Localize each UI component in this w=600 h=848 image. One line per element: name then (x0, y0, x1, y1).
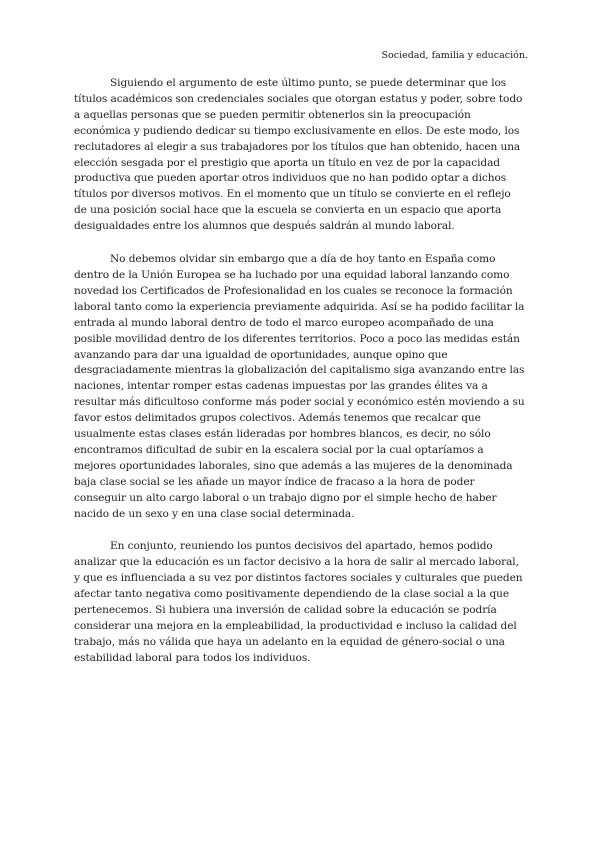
paragraph-labor-equity: No debemos olvidar sin embargo que a día de hoy tanto en España como dentro de la Unión Europea se ha luchado por una equidad laboral lanzando como novedad los Certificados de Profesionalidad en los cuales se reconoce la formación laboral tanto como la experiencia previamente adquirida. Así se ha podido facilitar la entrada al mundo laboral dentro de todo el marco europeo acompañado de una posible movilidad dentro de los diferentes territorios. Poco a poco las medidas están avanzando para dar una igualdad de oportunidades, aunque opino que desgraciadamente mientras la globalización del capitalismo siga avanzando entre las naciones, intentar romper estas cadenas impuestas por las grandes élites va a resultar más dificultoso conforme más poder social y económico estén moviendo a su favor estos delimitados grupos colectivos. Además tenemos que recalcar que usualmente estas clases están lideradas por hombres blancos, es decir, no sólo encontramos dificultad de subir en la escalera social por la cual optaríamos a mejores oportunidades laborales, sino que además a las mujeres de la denominada baja clase social se les añade un mayor índice de fracaso a la hora de poder conseguir un alto cargo laboral o un trabajo digno por el simple hecho de haber nacido de un sexo y en una clase social determinada. (74, 253, 525, 520)
paragraph-conclusion: En conjunto, reuniendo los puntos decisivos del apartado, hemos podido analizar que la educación es un factor decisivo a la hora de salir al mercado laboral, y que es influenciada a su vez por distintos factores sociales y culturales que pueden afectar tanto negativa como positivamente dependiendo de la clase social a la que pertenecemos. Si hubiera una inversión de calidad sobre la educación se podría considerar una mejora en la empleabilidad, la productividad e incluso la calidad del trabajo, más no válida que haya un adelanto en la equidad de género-social o una estabilidad laboral para todos los individuos. (74, 540, 523, 664)
paragraph-credentials: Siguiendo el argumento de este último punto, se puede determinar que los títulos académicos son credenciales sociales que otorgan estatus y poder, sobre todo a aquellas personas que se pueden permitir obtenerlos sin la preocupación económica y pudiendo dedicar su tiempo exclusivamente en ellos. De este modo, los reclutadores al elegir a sus trabajadores por los títulos que han obtenido, hacen una elección sesgada por el prestigio que aporta un título en vez de por la capacidad productiva que pueden aportar otros individuos que no han podido optar a dichos títulos por diversos motivos. En el momento que un título se convierte en el reflejo de una posición social hace que la escuela se convierta en un espacio que aporta desigualdades entre los alumnos que después saldrán al mundo laboral. (74, 77, 523, 233)
body-text (74, 76, 526, 684)
running-header: Sociedad, familia y educación. (381, 50, 528, 61)
